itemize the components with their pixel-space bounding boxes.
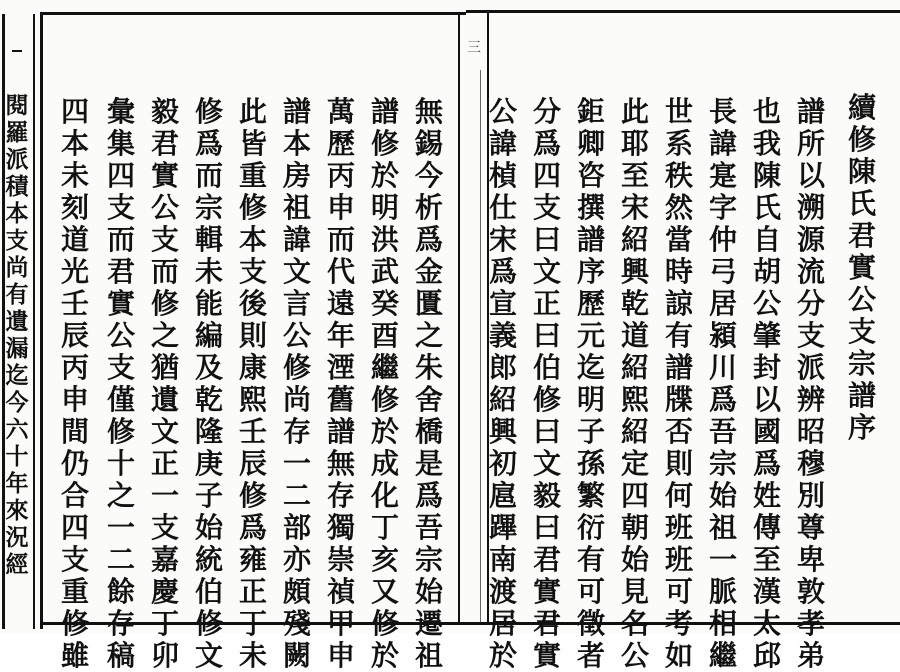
- strip-top-tick: [12, 50, 22, 52]
- text-column: 修 爲 而 宗 輯 未 能 編 及 乾 隆 庚 子 始 統 伯 修 文: [194, 95, 223, 672]
- left-frame-line-inner: [33, 14, 35, 629]
- text-column: 無 錫 今 析 爲 金 匱 之 朱 舍 橋 是 爲 吾 宗 始 遷 祖: [414, 95, 443, 672]
- binding-line: [40, 14, 43, 629]
- text-column: 譜 所 以 溯 源 流 分 支 派 辨 昭 穆 別 尊 卑 敦 孝 弟: [796, 95, 825, 672]
- text-column: 譜 本 房 祖 諱 文 言 公 修 尚 存 一 二 部 亦 頗 殘 闕: [282, 95, 311, 672]
- center-fold-line-left: [458, 12, 460, 622]
- text-column: 分 爲 四 支 曰 文 正 曰 伯 修 曰 文 毅 曰 君 實 君 實: [532, 95, 561, 672]
- page-mark: 三: [467, 40, 481, 56]
- side-strip-text: 閱 羅 派 積 本 支 尚 有 遺 漏 迄 今 六 十 年 來 況 經: [5, 92, 29, 578]
- top-frame-line-right: [466, 10, 900, 13]
- center-fold-line-mid: [480, 70, 481, 622]
- top-frame-line: [40, 12, 466, 15]
- text-column: 萬 歷 丙 申 而 代 遠 年 湮 舊 譜 無 存 獨 崇 禎 甲 申: [326, 95, 355, 672]
- text-column: 也 我 陳 氏 自 胡 公 肇 封 以 國 爲 姓 傳 至 漢 太 邱: [752, 95, 781, 672]
- text-column: 毅 君 實 公 支 而 修 之 猶 遺 文 正 一 支 嘉 慶 丁 卯: [150, 95, 179, 672]
- text-column: 此 耶 至 宋 紹 興 乾 道 紹 熙 紹 定 四 朝 始 見 名 公: [620, 95, 649, 672]
- preface-title: 續 修 陳 氏 君 實 公 支 宗 譜 序: [847, 91, 876, 444]
- text-column: 長 諱 寔 字 仲 弓 居 潁 川 爲 吾 宗 始 祖 一 脈 相 繼: [708, 95, 737, 672]
- text-column: 公 諱 楨 仕 宋 爲 宣 義 郎 紹 興 初 扈 蹕 南 渡 居 於: [488, 95, 517, 672]
- text-column: 彙 集 四 支 而 君 實 公 支 僅 修 十 之 一 二 餘 存 稿: [106, 95, 135, 672]
- text-column: 四 本 未 刻 道 光 壬 辰 丙 申 間 仍 合 四 支 重 修 雖: [60, 95, 89, 672]
- text-column: 世 系 秩 然 當 時 諒 有 譜 牒 否 則 何 班 班 可 考 如: [664, 95, 693, 672]
- text-column: 譜 修 於 明 洪 武 癸 酉 繼 修 於 成 化 丁 亥 又 修 於: [370, 95, 399, 672]
- text-column: 鉅 卿 咨 撰 譜 序 歷 元 迄 明 子 孫 繁 衍 有 可 徵 者: [576, 95, 605, 672]
- text-column: 此 皆 重 修 本 支 後 則 康 熙 壬 辰 修 爲 雍 正 丁 未: [238, 95, 267, 672]
